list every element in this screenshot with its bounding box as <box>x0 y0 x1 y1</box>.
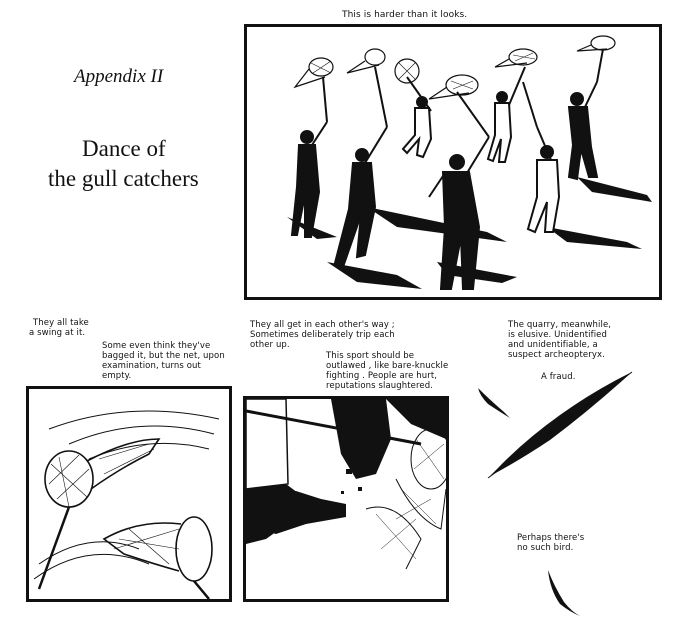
tripping-illustration <box>246 399 446 599</box>
panel-swinging-nets <box>26 386 232 602</box>
caption-nobird-line-2: no such bird. <box>517 543 574 553</box>
caption-swing-line-2: a swing at it. <box>29 328 86 338</box>
caption-bagged-line-3: examination, turns out <box>102 361 201 371</box>
caption-way-line-2: Sometimes deliberately trip each <box>250 330 395 340</box>
caption-sport-line-3: fighting . People are hurt, <box>326 371 438 381</box>
caption-bagged-line-1: Some even think they've <box>102 341 211 351</box>
feathers-graphic <box>470 370 640 490</box>
net-mesh-graphic <box>311 53 535 89</box>
caption-sport-line-2: outlawed , like bare-knuckle <box>326 361 449 371</box>
page-title-line-2: the gull catchers <box>48 166 199 191</box>
catcher-figures-graphic <box>292 82 597 289</box>
caption-swing-line-1: They all take <box>33 318 89 328</box>
caption-quarry-line-1: The quarry, meanwhile, <box>508 320 612 330</box>
gull-catchers-illustration <box>247 27 659 297</box>
page-title-line-1: Dance of <box>82 136 166 161</box>
tangled-mesh-graphic <box>376 439 444 559</box>
top-panel-caption: This is harder than it looks. <box>342 10 468 20</box>
panel-tripping <box>243 396 449 602</box>
top-panel-gull-catchers <box>244 24 662 300</box>
caption-bagged-line-4: empty. <box>102 371 132 381</box>
caption-way-line-1: They all get in each other's way ; <box>250 320 395 330</box>
small-feather-icon <box>478 388 510 418</box>
caption-nobird-line-1: Perhaps there's <box>517 533 585 543</box>
caption-way-line-3: other up. <box>250 340 290 350</box>
caption-quarry-line-3: and unidentifiable, a <box>508 340 598 350</box>
caption-sport-line-4: reputations slaughtered. <box>326 381 434 391</box>
net-poles-graphic <box>323 49 603 137</box>
appendix-heading: Appendix II <box>74 66 164 87</box>
nets-graphic <box>295 36 615 99</box>
swinging-nets-illustration <box>29 389 229 599</box>
caption-bagged-line-2: bagged it, but the net, upon <box>102 351 225 361</box>
caption-quarry-line-4: suspect archeopteryx. <box>508 350 605 360</box>
caption-sport-line-1: This sport should be <box>326 351 415 361</box>
boot-graphic <box>256 491 346 534</box>
caption-quarry-line-2: is elusive. Unidentified <box>508 330 607 340</box>
caption-fraud: A fraud. <box>541 372 576 382</box>
motion-lines-graphic <box>34 411 219 579</box>
falling-feather-icon <box>540 568 590 618</box>
